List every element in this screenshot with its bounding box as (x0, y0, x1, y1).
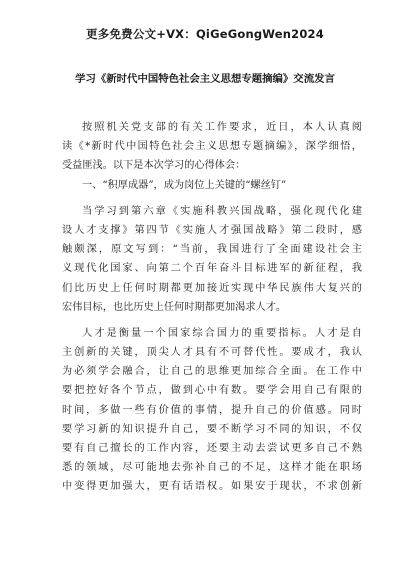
body-line: 设人才支撑》第四节《实施人才强国战略》第二段时，感 (62, 224, 362, 236)
paragraph-gap (62, 317, 362, 324)
section-heading-line: 一、“积厚成器”，成为岗位上关键的“螺丝钉” (82, 179, 287, 191)
body-line: 宏伟目标，也比历史上任何时期都更加渴求人才。 (62, 301, 287, 313)
body-line: 当学习到第六章《实施科教兴国战略，强化现代化建 (82, 205, 362, 217)
body-line: 义现代化国家、向第二个百年奋斗目标进军的新征程，我 (62, 263, 362, 275)
document-title: 学习《新时代中国特色社会主义思想专题摘编》交流发言 (75, 73, 335, 85)
body-line: 们比历史上任何时期都更加接近实现中华民族伟大复兴的 (62, 282, 362, 294)
body-line: 时间，多做一些有价值的事情，提升自己的价值感。同时 (62, 404, 362, 416)
body-line: 主创新的关键，顶尖人才具有不可替代性。要成才，我认 (62, 347, 362, 359)
body-line: 为必须学会融合，让自己的思维更加综合全面。在工作中 (62, 366, 362, 378)
paragraph (62, 202, 362, 317)
body-line: 要学习新的知识提升自己，要不断学习不同的知识，不仅 (62, 423, 362, 435)
body-line: 人才是衡量一个国家综合国力的重要指标。人才是自 (82, 327, 362, 339)
body-line: 按照机关党支部的有关工作要求，近日，本人认真阅 (82, 122, 362, 133)
section-heading (62, 176, 362, 195)
paragraph (62, 324, 362, 497)
document-body (62, 118, 362, 497)
body-line: 读《*新时代中国特色社会主义思想专题摘编》，深学细悟， (62, 141, 362, 153)
body-line: 要有自己擅长的工作内容，还要主动去尝试更多自己不熟 (62, 443, 362, 454)
body-line: 悉的领域，尽可能地去弥补自己的不足，这样才能在职场 (62, 462, 362, 474)
body-line: 要把控好各个节点，做到心中有数。要学会用自己有限的 (62, 385, 362, 397)
body-line: 受益匪浅。以下是本次学习的心得体会： (62, 160, 246, 172)
paragraph-gap (62, 195, 362, 202)
body-line: 触颇深，原文写到：“当前，我国进行了全面建设社会主 (62, 244, 362, 256)
promo-header: 更多免费公文+VX：QiGeGongWen2024 (86, 27, 324, 41)
paragraph (62, 118, 362, 176)
body-line: 中变得更加强大，更有话语权。如果安于现状，不求创新 (62, 481, 362, 493)
